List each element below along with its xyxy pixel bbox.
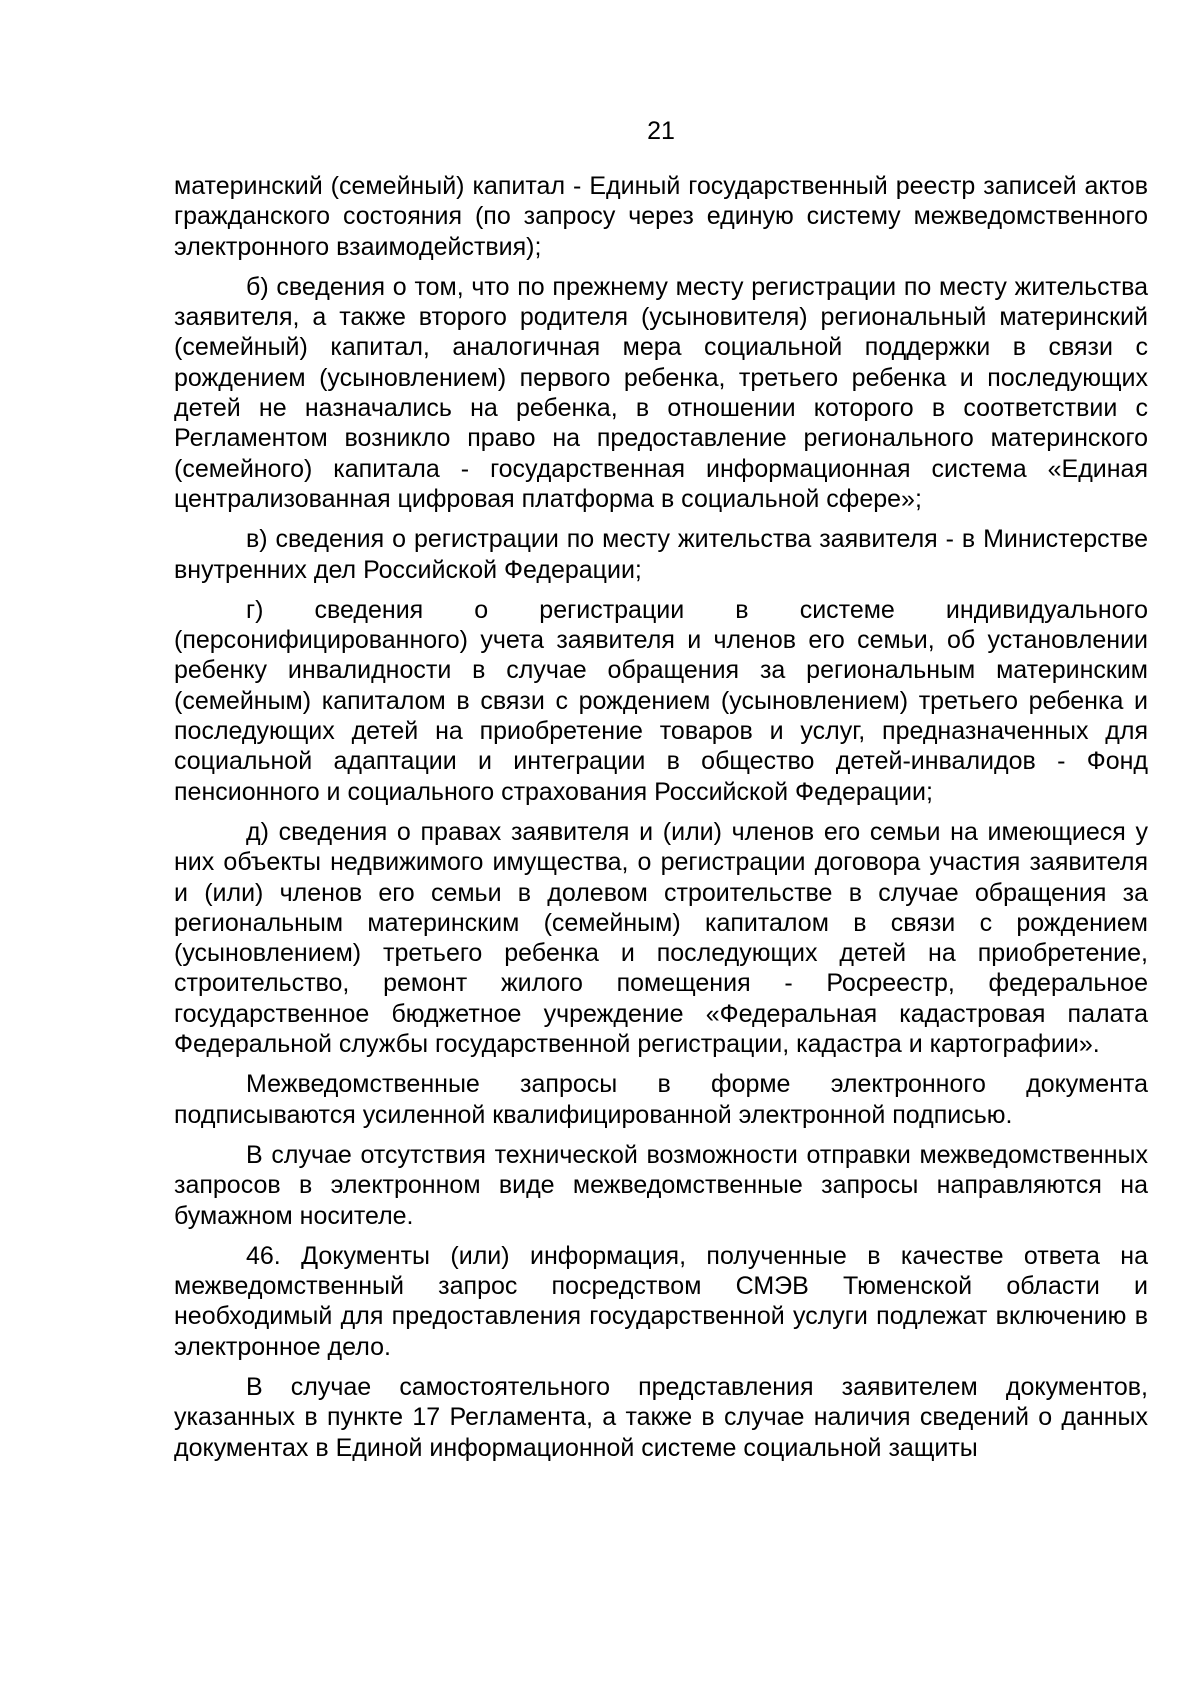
page-number: 21	[647, 117, 675, 145]
paragraph-item-g: г) сведения о регистрации в системе индивидуального (персонифицированного) учета заявителя и членов его семьи, об установлении ребенку инвалидности в случае обращения за региональным материнским (семейным) капиталом в связи с рождением (усыновлением) третьего ребенка и последующих детей на приобретение товаров и услуг, предназначенных для социальной адаптации и интеграции в общество детей-инвалидов - Фонд пенсионного и социального страхования Российской Федерации;	[174, 595, 1148, 806]
paragraph-electronic-signature: Межведомственные запросы в форме электронного документа подписываются усиленной квалифицированной электронной подписью.	[174, 1070, 1148, 1129]
paragraph-paper-requests: В случае отсутствия технической возможности отправки межведомственных запросов в электронном виде межведомственные запросы направляются на бумажном носителе.	[174, 1140, 1148, 1230]
paragraph-item-d: д) сведения о правах заявителя и (или) членов его семьи на имеющиеся у них объекты недвижимого имущества, о регистрации договора участия заявителя и (или) членов его семьи в долевом строительстве в случае обращения за региональным материнским (семейным) капиталом в связи с рождением (усыновлением) третьего ребенка и последующих детей на приобретение, строительство, ремонт жилого помещения - Росреестр, федеральное государственное бюджетное учреждение «Федеральная кадастровая палата Федеральной службы государственной регистрации, кадастра и картографии».	[174, 817, 1148, 1059]
paragraph-item-b: б) сведения о том, что по прежнему месту регистрации по месту жительства заявителя, а также второго родителя (усыновителя) региональный материнский (семейный) капитал, аналогичная мера социальной поддержки в связи с рождением (усыновлением) первого ребенка, третьего ребенка и последующих детей не назначались на ребенка, в отношении которого в соответствии с Регламентом возникло право на предоставление регионального материнского (семейного) капитала - государственная информационная система «Единая централизованная цифровая платформа в социальной сфере»;	[174, 272, 1148, 513]
document-page	[174, 0, 1148, 1697]
paragraph-item-v: в) сведения о регистрации по месту жительства заявителя - в Министерстве внутренних дел Российской Федерации;	[174, 525, 1148, 584]
page-body	[174, 171, 1148, 1473]
paragraph-item-46: 46. Документы (или) информация, полученные в качестве ответа на межведомственный запрос посредством СМЭВ Тюменской области и необходимый для предоставления государственной услуги подлежат включению в электронное дело.	[174, 1241, 1148, 1361]
paragraph-continuation: материнский (семейный) капитал - Единый государственный реестр записей актов гражданского состояния (по запросу через единую систему межведомственного электронного взаимодействия);	[174, 172, 1148, 261]
paragraph-self-submission: В случае самостоятельного представления заявителем документов, указанных в пункте 17 Регламента, а также в случае наличия сведений о данных документах в Единой информационной системе социальной защиты	[174, 1372, 1148, 1462]
